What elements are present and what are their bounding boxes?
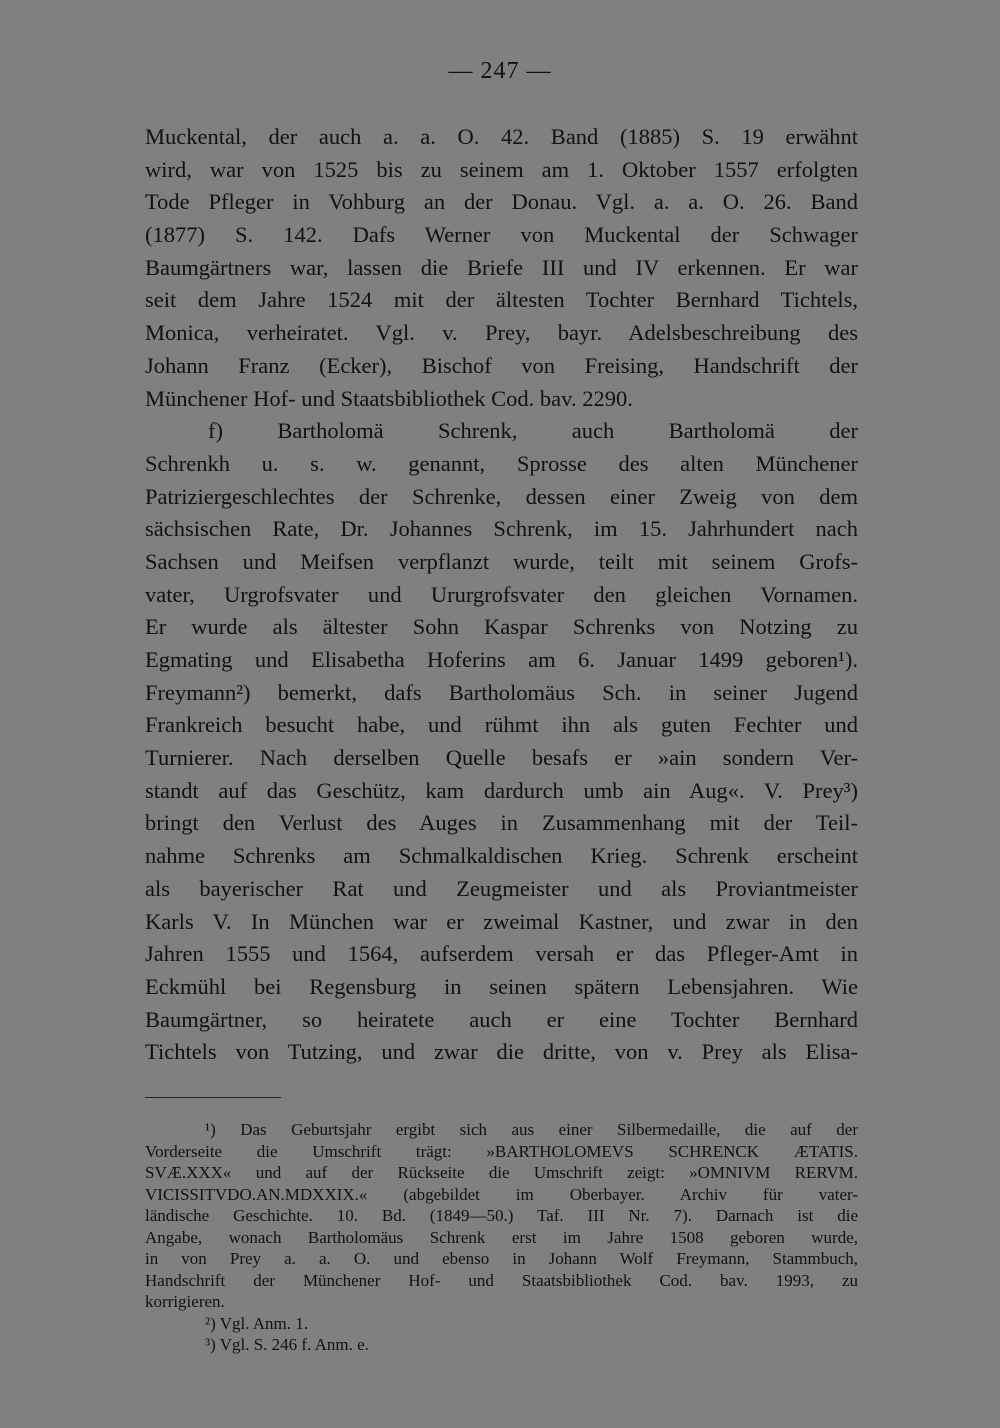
text-line: vater, Urgrofsvater und Ururgrofsvater den gleichen Vornamen.	[145, 581, 858, 607]
body-text	[145, 121, 858, 1069]
footnote-line: Angabe, wonach Bartholomäus Schrenk erst im Jahre 1508 geboren wurde,	[145, 1227, 858, 1247]
text-line: Tode Pfleger in Vohburg an der Donau. Vgl. a. a. O. 26. Band	[145, 189, 858, 215]
text-line: Freymann²) bemerkt, dafs Bartholomäus Sch. in seiner Jugend	[145, 679, 858, 705]
footnote-line: Vorderseite die Umschrift trägt: »BARTHOLOMEVS SCHRENCK ÆTATIS.	[145, 1141, 858, 1161]
text-line: sächsischen Rate, Dr. Johannes Schrenk, im 15. Jahrhundert nach	[145, 516, 858, 542]
footnote-divider	[145, 1097, 281, 1098]
text-line: Sachsen und Meifsen verpflanzt wurde, teilt mit seinem Grofs-	[145, 548, 858, 574]
text-line: Muckental, der auch a. a. O. 42. Band (1885) S. 19 erwähnt	[145, 124, 858, 149]
text-line: Baumgärtners war, lassen die Briefe III und IV erkennen. Er war	[145, 254, 858, 280]
footnote-line: ²) Vgl. Anm. 1.	[205, 1313, 309, 1333]
text-line: Patriziergeschlechtes der Schrenke, dessen einer Zweig von dem	[145, 483, 858, 509]
text-line: seit dem Jahre 1524 mit der ältesten Tochter Bernhard Tichtels,	[145, 287, 858, 313]
page-number: — 247 —	[448, 58, 552, 84]
text-line: wird, war von 1525 bis zu seinem am 1. Oktober 1557 erfolgten	[145, 156, 858, 182]
text-line: standt auf das Geschütz, kam dardurch umb ain Aug«. V. Prey³)	[145, 777, 858, 803]
text-line: bringt den Verlust des Auges in Zusammenhang mit der Teil-	[145, 810, 858, 836]
text-line: (1877) S. 142. Dafs Werner von Muckental der Schwager	[145, 222, 858, 248]
footnote-line: Handschrift der Münchener Hof- und Staatsbibliothek Cod. bav. 1993, zu	[145, 1270, 858, 1290]
footnote-line: ¹) Das Geburtsjahr ergibt sich aus einer Silbermedaille, die auf der	[205, 1120, 858, 1139]
text-line: Baumgärtner, so heiratete auch er eine Tochter Bernhard	[145, 1006, 858, 1032]
text-line: Er wurde als ältester Sohn Kaspar Schrenks von Notzing zu	[145, 614, 858, 640]
footnote-line: SVÆ.XXX« und auf der Rückseite die Umschrift zeigt: »OMNIVM RERVM.	[145, 1163, 858, 1182]
section-heading-line: f) Bartholomä Schrenk, auch Bartholomä der	[208, 418, 858, 444]
text-line: Schrenkh u. s. w. genannt, Sprosse des alten Münchener	[145, 450, 858, 476]
text-line: Frankreich besucht habe, und rühmt ihn als guten Fechter und	[145, 712, 858, 738]
footnotes	[145, 1119, 858, 1356]
text-line: Tichtels von Tutzing, und zwar die dritte, von v. Prey als Elisa-	[145, 1039, 858, 1065]
text-line: Eckmühl bei Regensburg in seinen spätern Lebensjahren. Wie	[145, 973, 858, 999]
footnote-line: korrigieren.	[145, 1292, 225, 1311]
footnote-line: in von Prey a. a. O. und ebenso in Johann Wolf Freymann, Stammbuch,	[145, 1249, 858, 1268]
footnote-line: ländische Geschichte. 10. Bd. (1849—50.) Taf. III Nr. 7). Darnach ist die	[145, 1206, 858, 1225]
text-line: Karls V. In München war er zweimal Kastner, und zwar in den	[145, 908, 858, 934]
text-line: nahme Schrenks am Schmalkaldischen Krieg. Schrenk erscheint	[145, 843, 858, 869]
text-line: Egmating und Elisabetha Hoferins am 6. Januar 1499 geboren¹).	[145, 647, 858, 672]
text-line: Münchener Hof- und Staatsbibliothek Cod. bav. 2290.	[145, 385, 633, 411]
text-line: Turnierer. Nach derselben Quelle besafs er »ain sondern Ver-	[145, 745, 858, 771]
text-line: als bayerischer Rat und Zeugmeister und als Proviantmeister	[145, 875, 858, 901]
text-line: Monica, verheiratet. Vgl. v. Prey, bayr. Adelsbeschreibung des	[145, 320, 858, 346]
footnote-line: ³) Vgl. S. 246 f. Anm. e.	[205, 1335, 369, 1354]
footnote-line: VICISSITVDO.AN.MDXXIX.« (abgebildet im Oberbayer. Archiv für vater-	[145, 1184, 858, 1204]
text-line: Jahren 1555 und 1564, aufserdem versah er das Pfleger-Amt in	[145, 941, 858, 967]
text-line: Johann Franz (Ecker), Bischof von Freising, Handschrift der	[145, 352, 858, 378]
